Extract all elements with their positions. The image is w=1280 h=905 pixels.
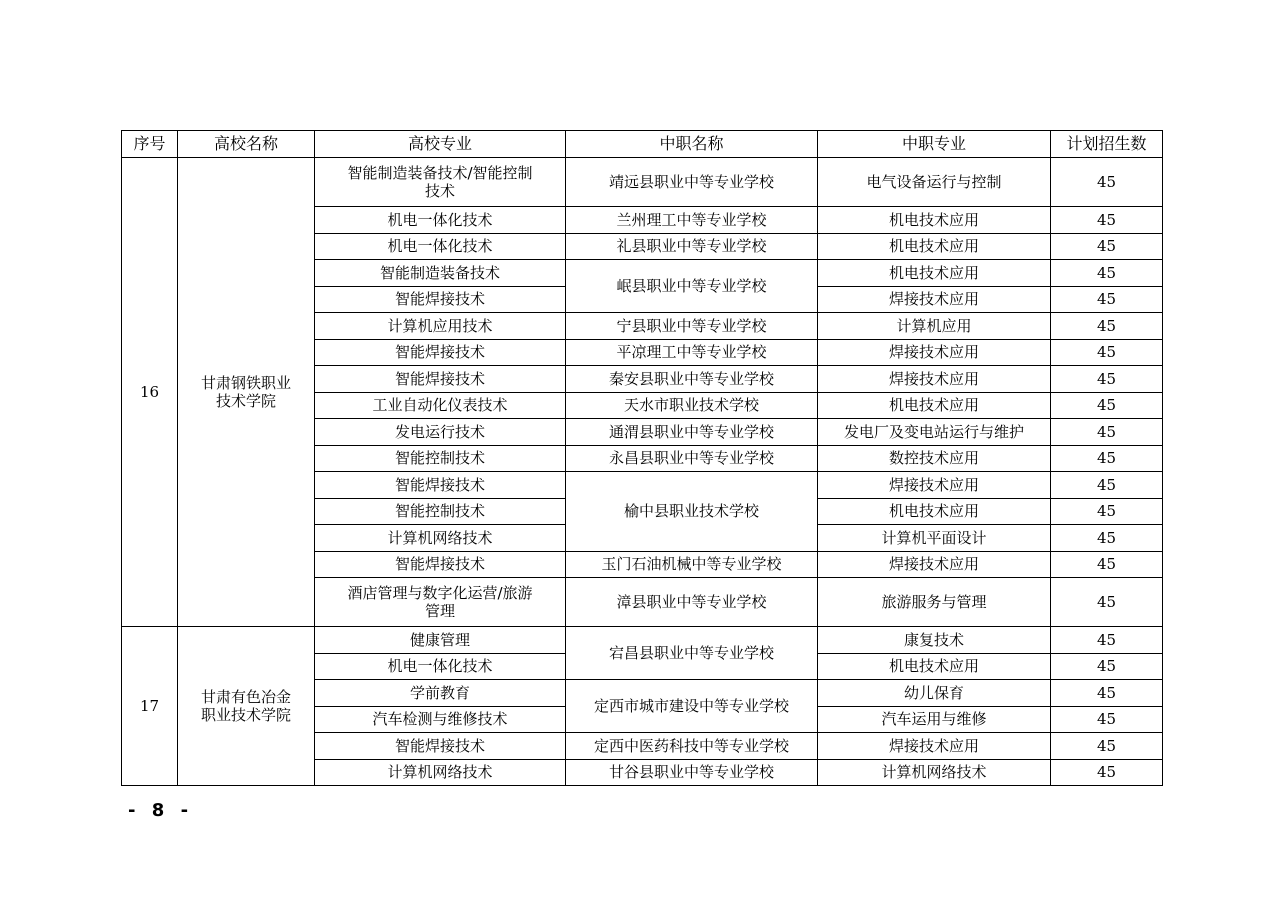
major-cell: 智能焊接技术 — [315, 551, 566, 578]
school-major-cell: 机电技术应用 — [818, 233, 1051, 260]
enrollment-plan-table — [121, 130, 1163, 786]
major-line: 智能制造装备技术/智能控制 — [347, 164, 533, 182]
school-cell: 通渭县职业中等专业学校 — [566, 419, 818, 446]
count-cell: 45 — [1051, 366, 1163, 393]
major-cell — [315, 158, 566, 207]
major-cell: 机电一体化技术 — [315, 233, 566, 260]
university-cell — [178, 158, 315, 627]
major-cell: 发电运行技术 — [315, 419, 566, 446]
count-cell: 45 — [1051, 653, 1163, 680]
school-major-cell: 焊接技术应用 — [818, 286, 1051, 313]
header-planned-enrollment: 计划招生数 — [1051, 131, 1163, 158]
school-cell: 榆中县职业技术学校 — [566, 472, 818, 552]
major-cell: 计算机网络技术 — [315, 525, 566, 552]
count-cell: 45 — [1051, 286, 1163, 313]
major-cell: 智能控制技术 — [315, 445, 566, 472]
school-major-cell: 焊接技术应用 — [818, 339, 1051, 366]
school-cell: 宁县职业中等专业学校 — [566, 313, 818, 340]
major-cell: 智能焊接技术 — [315, 286, 566, 313]
school-cell: 永昌县职业中等专业学校 — [566, 445, 818, 472]
major-cell: 机电一体化技术 — [315, 653, 566, 680]
school-major-cell: 焊接技术应用 — [818, 733, 1051, 760]
university-line: 甘肃钢铁职业 — [200, 374, 291, 392]
count-cell: 45 — [1051, 472, 1163, 499]
school-major-cell: 机电技术应用 — [818, 207, 1051, 234]
count-cell: 45 — [1051, 207, 1163, 234]
count-cell: 45 — [1051, 680, 1163, 707]
count-cell: 45 — [1051, 233, 1163, 260]
count-cell: 45 — [1051, 339, 1163, 366]
school-cell: 定西市城市建设中等专业学校 — [566, 680, 818, 733]
major-line: 管理 — [424, 602, 455, 620]
table-header-row — [122, 131, 1163, 158]
school-major-cell: 焊接技术应用 — [818, 472, 1051, 499]
count-cell: 45 — [1051, 498, 1163, 525]
school-major-cell: 康复技术 — [818, 627, 1051, 654]
school-cell: 平凉理工中等专业学校 — [566, 339, 818, 366]
school-major-cell: 发电厂及变电站运行与维护 — [818, 419, 1051, 446]
school-major-cell: 计算机平面设计 — [818, 525, 1051, 552]
page-number: 8 — [151, 800, 165, 821]
school-cell: 宕昌县职业中等专业学校 — [566, 627, 818, 680]
page-number-footer — [128, 800, 188, 821]
major-cell: 智能焊接技术 — [315, 339, 566, 366]
major-cell: 智能焊接技术 — [315, 366, 566, 393]
university-line: 职业技术学院 — [200, 706, 291, 724]
count-cell: 45 — [1051, 706, 1163, 733]
count-cell: 45 — [1051, 158, 1163, 207]
school-cell: 岷县职业中等专业学校 — [566, 260, 818, 313]
school-cell: 玉门石油机械中等专业学校 — [566, 551, 818, 578]
school-cell: 靖远县职业中等专业学校 — [566, 158, 818, 207]
major-cell: 汽车检测与维修技术 — [315, 706, 566, 733]
major-cell: 工业自动化仪表技术 — [315, 392, 566, 419]
school-cell: 秦安县职业中等专业学校 — [566, 366, 818, 393]
major-cell: 智能焊接技术 — [315, 733, 566, 760]
school-major-cell: 机电技术应用 — [818, 260, 1051, 287]
major-cell — [315, 578, 566, 627]
major-cell: 机电一体化技术 — [315, 207, 566, 234]
count-cell: 45 — [1051, 419, 1163, 446]
major-cell: 智能制造装备技术 — [315, 260, 566, 287]
university-line: 技术学院 — [215, 392, 276, 410]
school-major-cell: 机电技术应用 — [818, 498, 1051, 525]
university-cell — [178, 627, 315, 786]
count-cell: 45 — [1051, 525, 1163, 552]
school-major-cell: 旅游服务与管理 — [818, 578, 1051, 627]
school-major-cell: 计算机网络技术 — [818, 759, 1051, 786]
major-cell: 计算机网络技术 — [315, 759, 566, 786]
major-cell: 计算机应用技术 — [315, 313, 566, 340]
table-row — [122, 158, 1163, 207]
school-major-cell: 汽车运用与维修 — [818, 706, 1051, 733]
school-cell: 甘谷县职业中等专业学校 — [566, 759, 818, 786]
count-cell: 45 — [1051, 733, 1163, 760]
major-cell: 智能焊接技术 — [315, 472, 566, 499]
major-line: 技术 — [424, 182, 455, 200]
school-major-cell: 机电技术应用 — [818, 392, 1051, 419]
school-major-cell: 电气设备运行与控制 — [818, 158, 1051, 207]
school-cell: 定西中医药科技中等专业学校 — [566, 733, 818, 760]
header-university: 高校名称 — [178, 131, 315, 158]
page-dash-right: - — [180, 800, 189, 821]
count-cell: 45 — [1051, 445, 1163, 472]
school-major-cell: 计算机应用 — [818, 313, 1051, 340]
major-cell: 智能控制技术 — [315, 498, 566, 525]
page-dash-left: - — [128, 800, 136, 821]
university-line: 甘肃有色冶金 — [200, 688, 291, 706]
school-cell: 漳县职业中等专业学校 — [566, 578, 818, 627]
school-major-cell: 机电技术应用 — [818, 653, 1051, 680]
school-cell: 兰州理工中等专业学校 — [566, 207, 818, 234]
header-seq: 序号 — [122, 131, 178, 158]
school-major-cell: 焊接技术应用 — [818, 366, 1051, 393]
header-vocational-major: 中职专业 — [818, 131, 1051, 158]
count-cell: 45 — [1051, 260, 1163, 287]
count-cell: 45 — [1051, 759, 1163, 786]
school-cell: 天水市职业技术学校 — [566, 392, 818, 419]
major-cell: 学前教育 — [315, 680, 566, 707]
seq-cell: 16 — [122, 158, 178, 627]
count-cell: 45 — [1051, 627, 1163, 654]
header-vocational-school: 中职名称 — [566, 131, 818, 158]
major-cell: 健康管理 — [315, 627, 566, 654]
count-cell: 45 — [1051, 313, 1163, 340]
major-line: 酒店管理与数字化运营/旅游 — [347, 584, 533, 602]
school-major-cell: 数控技术应用 — [818, 445, 1051, 472]
school-major-cell: 幼儿保育 — [818, 680, 1051, 707]
table-row — [122, 627, 1163, 654]
count-cell: 45 — [1051, 578, 1163, 627]
count-cell: 45 — [1051, 392, 1163, 419]
count-cell: 45 — [1051, 551, 1163, 578]
school-cell: 礼县职业中等专业学校 — [566, 233, 818, 260]
school-major-cell: 焊接技术应用 — [818, 551, 1051, 578]
header-university-major: 高校专业 — [315, 131, 566, 158]
seq-cell: 17 — [122, 627, 178, 786]
